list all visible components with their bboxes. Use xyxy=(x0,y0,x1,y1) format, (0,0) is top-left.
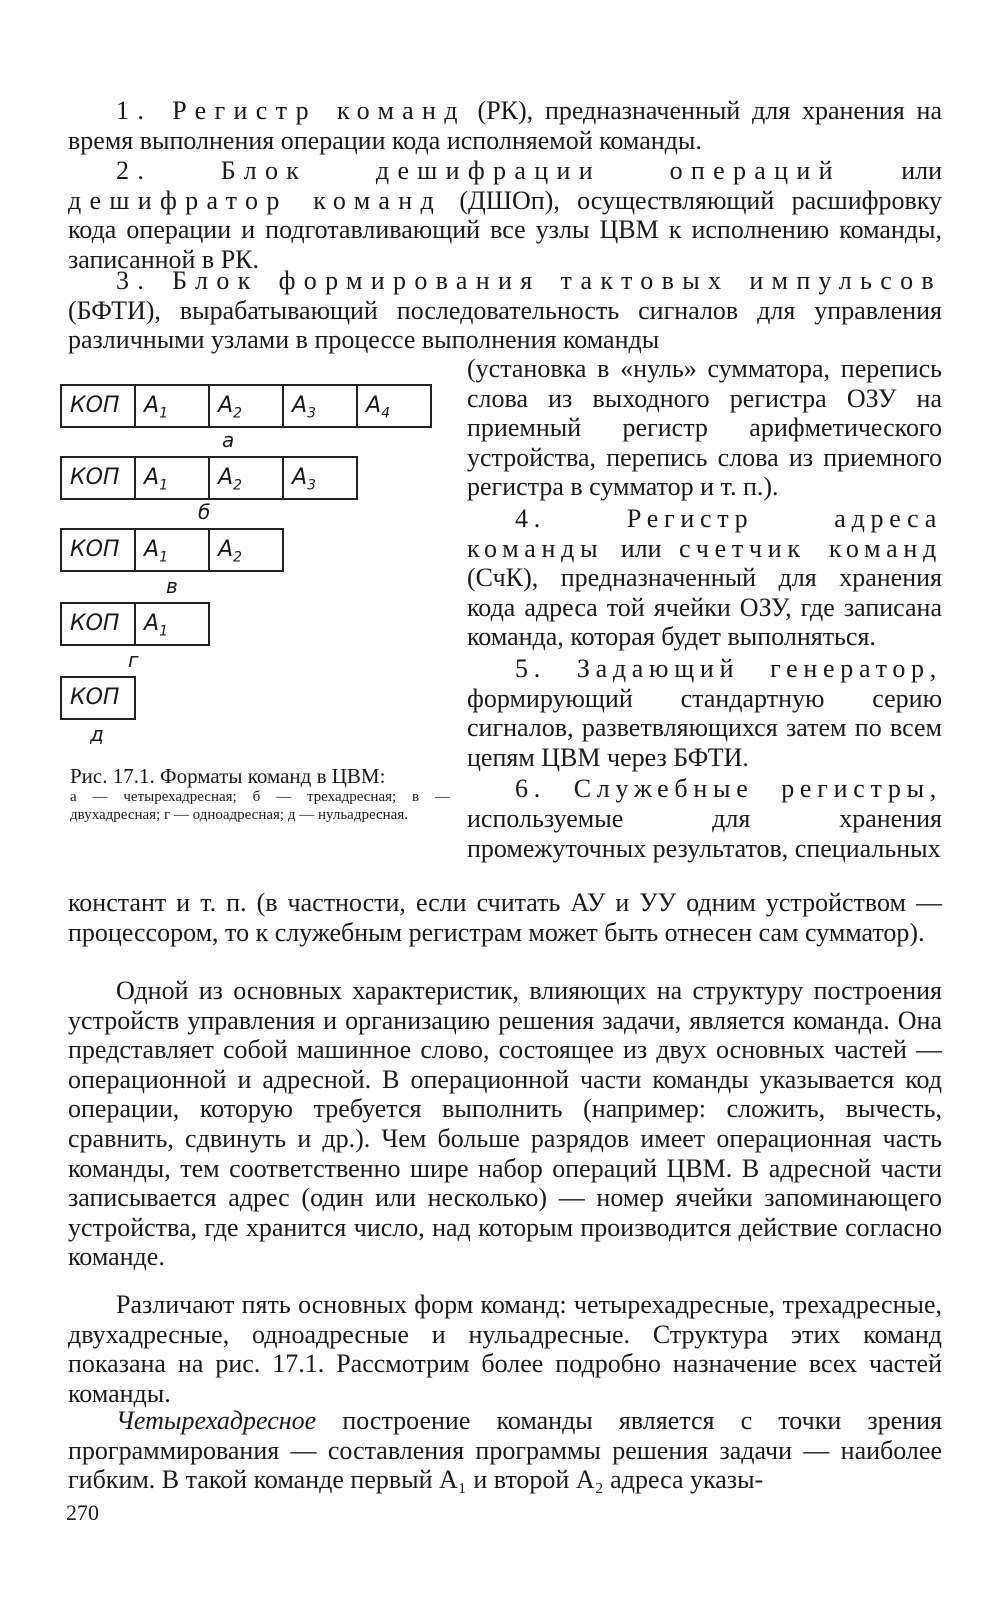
paragraph-6 xyxy=(467,774,942,863)
cell-a4: $A_4$ xyxy=(356,384,432,428)
term-pulse-block: 3. Блок формирования тактовых импульсов xyxy=(116,266,942,295)
cell-a2: $A_2$ xyxy=(208,384,284,428)
format-four-address xyxy=(60,384,432,428)
label-g: г xyxy=(128,648,139,672)
right-column xyxy=(467,354,942,863)
paragraph-8: Различают пять основных форм команд: четырехадресные, трехадресные, двухадресные, одноадресные и нульадресные. Структура этих команд показана на рис. 17.1. Рассмотрим более подробно назначение всех частей команды. xyxy=(68,1290,942,1408)
term-address-register: 4. Регистр адреса команды xyxy=(467,503,942,563)
cell-a2: $A_2$ xyxy=(208,528,284,572)
paragraph-6-continued: констант и т. п. (в частности, если считать АУ и УУ одним устройством — процессором, то к служебным регистрам может быть отнесен сам сумматор). xyxy=(68,888,942,947)
label-a: а xyxy=(222,428,235,452)
page-number: 270 xyxy=(66,1500,99,1525)
paragraph-2 xyxy=(68,156,942,274)
paragraph-7: Одной из основных характеристик, влияющих на структуру построения устройств управления и организацию решения задачи, является команда. Она представляет собой машинное слово, состоящее из двух основных частей — операционной и адресной. В операционной части команды указывается код операции, которую требуется выполнить (например: сложить, вычесть, сравнить, сдвинуть и др.). Чем больше разрядов имеет операционная часть команды, тем соответственно шире набор операций ЦВМ. В адресной части записывается адрес (один или несколько) — номер ячейки запоминающего устройства, где хранится число, над которым производится действие согласно команде. xyxy=(68,976,942,1272)
term-command-decoder: дешифратор команд xyxy=(68,185,442,215)
paragraph-1 xyxy=(68,96,942,155)
cell-a1: $A_1$ xyxy=(134,528,210,572)
caption-body: а — четырехадресная; б — трехадресная; в — двухадресная; г — одноадресная; д — нульадресная. xyxy=(70,789,450,823)
paragraph-3-continued: (установка в «нуль» сумматора, перепись слова из выходного регистра ОЗУ на приемный регистр арифметического устройства, перепись слова из приемного регистра в сумматор и т. п.). xyxy=(467,354,942,502)
paragraph-1-text: (РК), предназначенный для хранения на время выполнения операции кода исполняемой команды. xyxy=(68,96,942,155)
paragraph-3-text: (БФТИ), вырабатывающий последовательность сигналов для управления различными узлами в процессе выполнения команды xyxy=(68,295,942,355)
cell-a2: $A_2$ xyxy=(208,456,284,500)
label-d: д xyxy=(90,722,104,746)
caption-title: Рис. 17.1. Форматы команд в ЦВМ: xyxy=(70,764,386,788)
format-three-address xyxy=(60,456,358,500)
figure-caption xyxy=(70,764,450,824)
term-master-generator: 5. Задающий генератор, xyxy=(515,653,942,683)
paragraph-6-text: используемые для хранения промежуточных результатов, специальных xyxy=(467,803,942,863)
cell-a3: $A_3$ xyxy=(282,384,358,428)
term-decoder-block: 2. Блок дешифрации операций xyxy=(116,156,841,185)
paragraph-9-text: построение команды является с точки зрения программирования — составления программы решения задачи — наиболее гибким. В такой команде первый A₁ и второй A₂ адреса указы- xyxy=(68,1406,942,1495)
cell-a1: $A_1$ xyxy=(134,602,210,646)
cell-a1: $A_1$ xyxy=(134,384,210,428)
cell-kop: КОП xyxy=(60,602,136,646)
paragraph-4-or: или xyxy=(603,533,680,563)
paragraph-5-text: формирующий стандартную серию сигналов, разветвляющихся затем по всем цепям ЦВМ через БФТИ. xyxy=(467,683,942,772)
term-four-address: Четырехадресное xyxy=(116,1406,317,1435)
paragraph-4-text: (СчК), предназначенный для хранения кода адреса той ячейки ОЗУ, где записана команда, которая будет выполняться. xyxy=(467,563,942,652)
paragraph-3 xyxy=(68,266,942,355)
paragraph-2-or: или xyxy=(840,156,942,185)
cell-kop: КОП xyxy=(60,676,136,720)
cell-a3: $A_3$ xyxy=(282,456,358,500)
term-command-register: 1. Регистр команд xyxy=(116,96,466,125)
paragraph-4 xyxy=(467,504,942,652)
paragraph-5 xyxy=(467,654,942,772)
paragraph-2-text: (ДШОп), осуществляющий расшифровку кода операции и подготавливающий все узлы ЦВМ к исполнению команды, записанной в РК. xyxy=(68,185,942,274)
format-zero-address xyxy=(60,676,136,720)
format-two-address xyxy=(60,528,284,572)
cell-kop: КОП xyxy=(60,528,136,572)
cell-a1: $A_1$ xyxy=(134,456,210,500)
format-one-address xyxy=(60,602,210,646)
cell-kop: КОП xyxy=(60,456,136,500)
label-v: в xyxy=(166,574,178,598)
term-command-counter: счетчик команд xyxy=(679,533,942,563)
paragraph-9 xyxy=(68,1406,942,1495)
term-service-registers: 6. Служебные регистры, xyxy=(515,774,942,804)
cell-kop: КОП xyxy=(60,384,136,428)
label-b: б xyxy=(198,500,211,524)
